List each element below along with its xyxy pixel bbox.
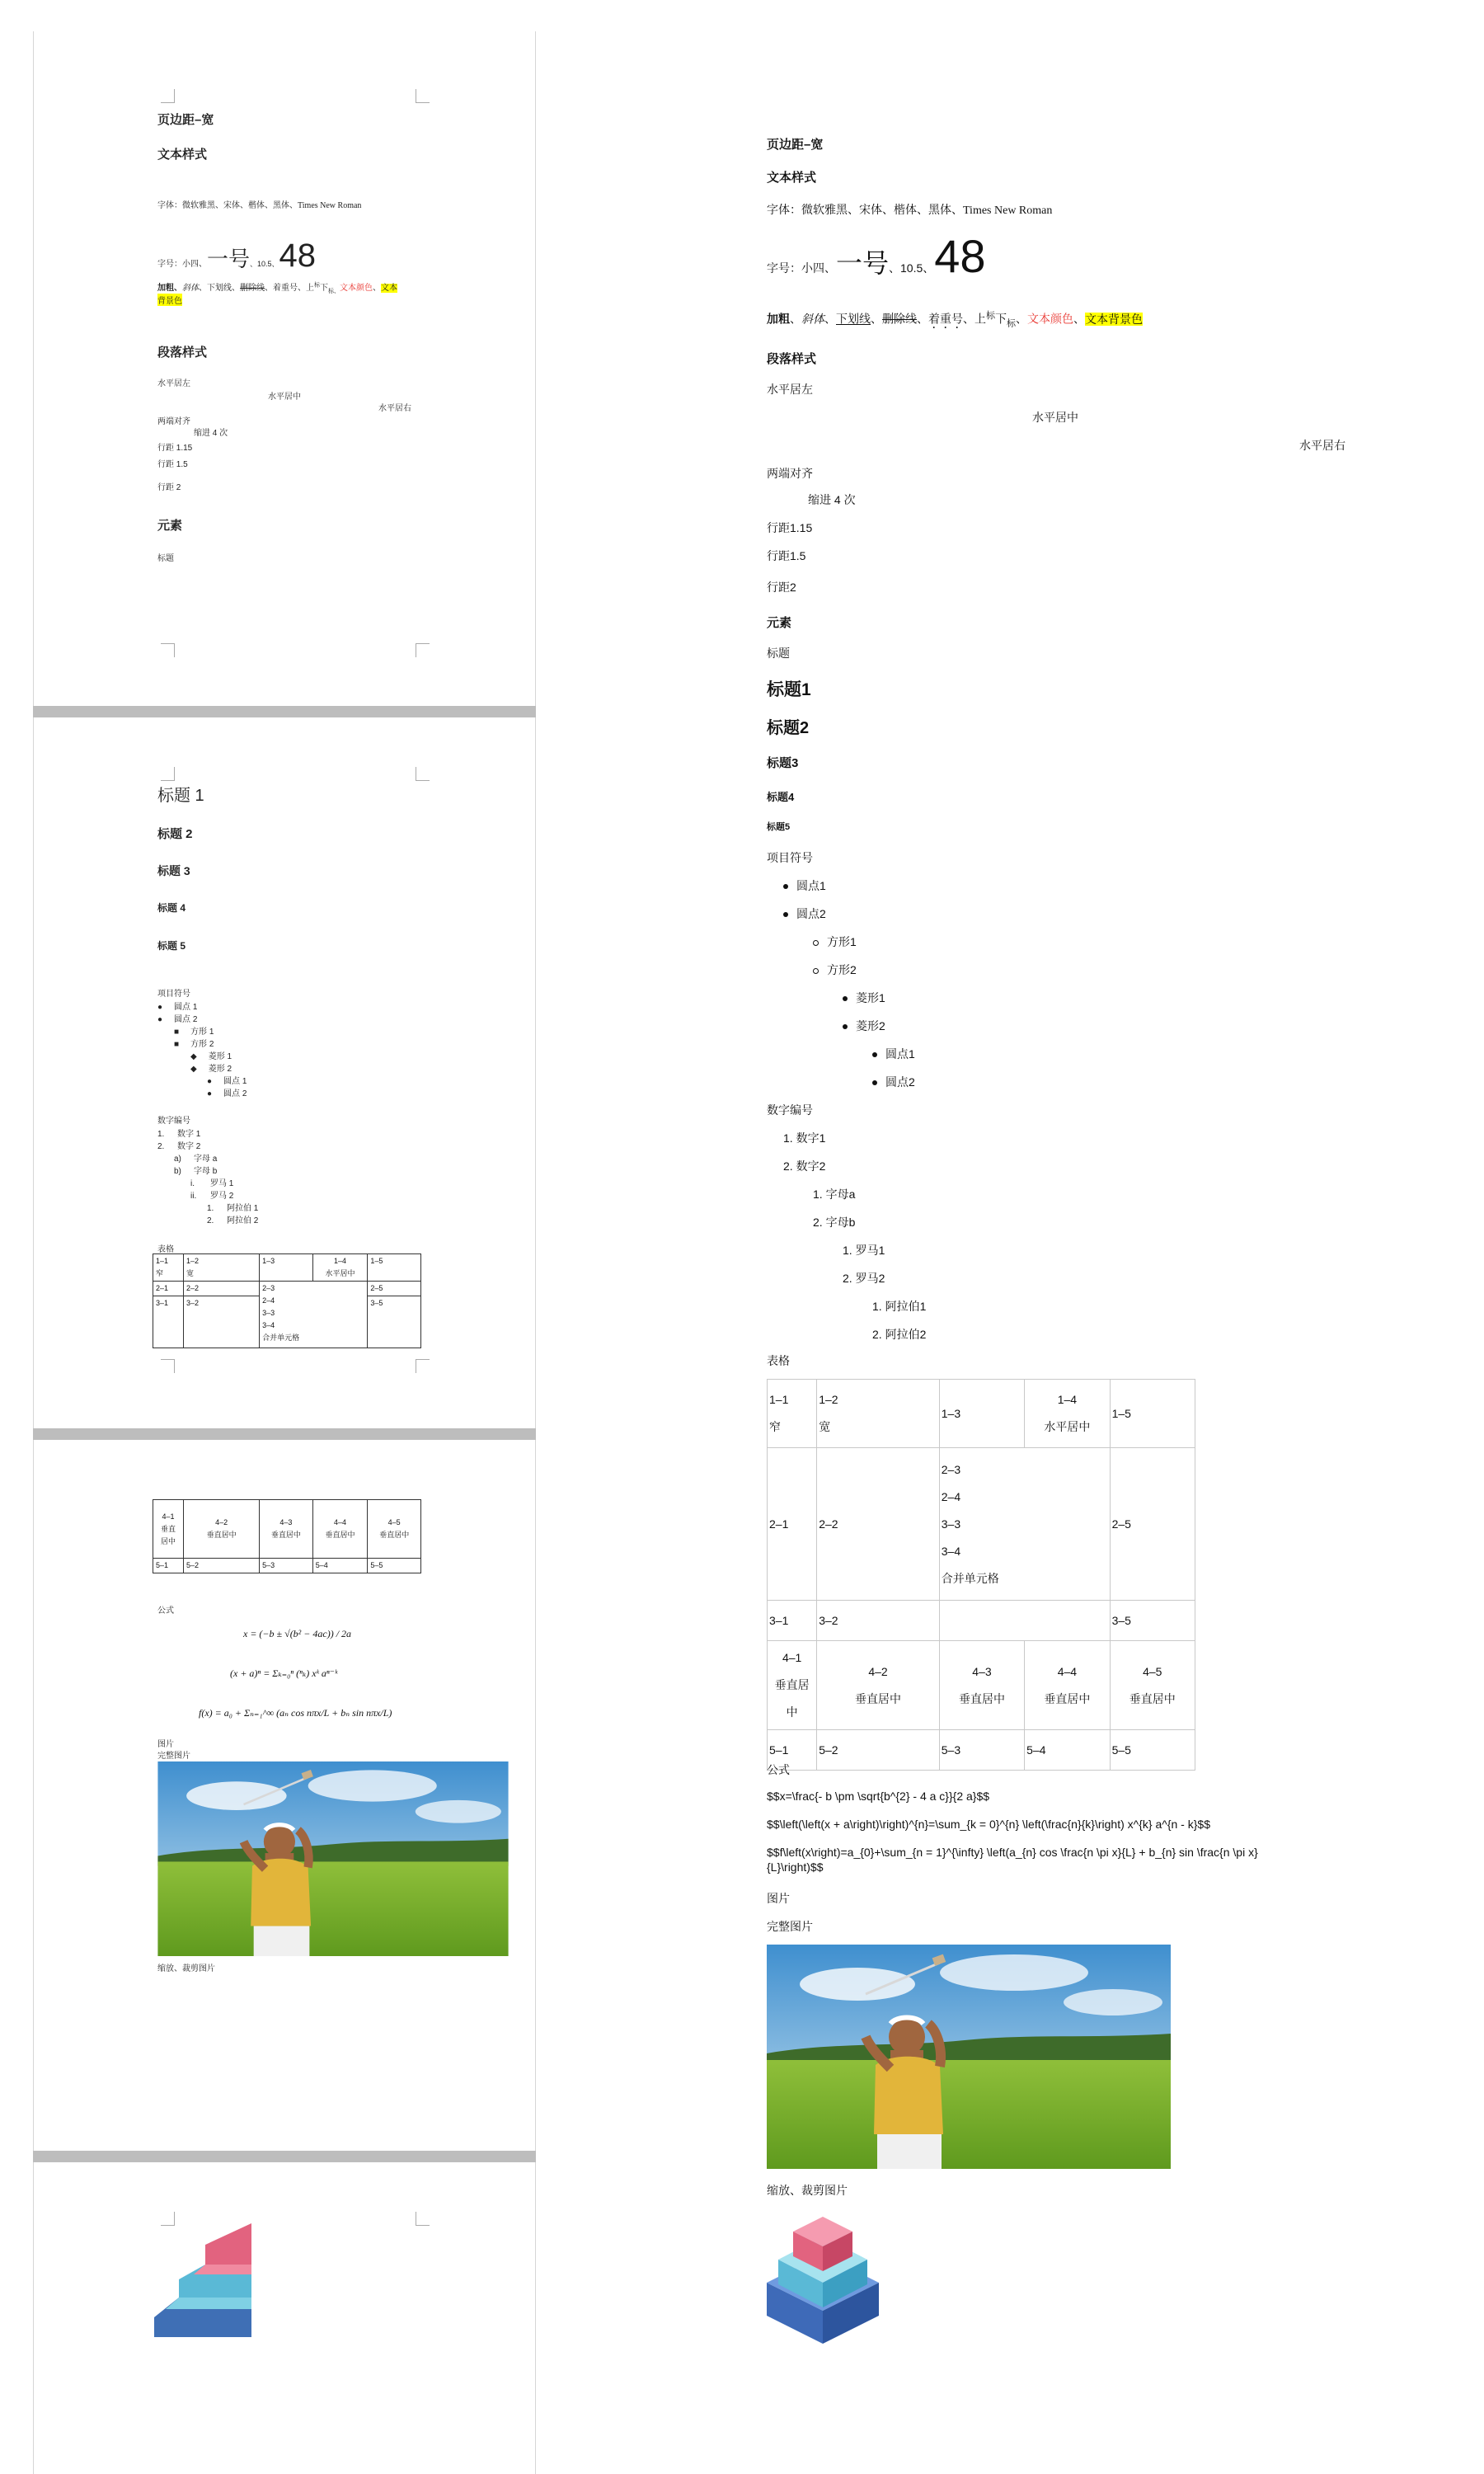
table-cell[interactable]: 3–2 <box>184 1296 260 1348</box>
bullet-text: 方形2 <box>827 963 857 976</box>
table-cell[interactable]: 1–1 窄 <box>153 1254 184 1282</box>
table-cell[interactable]: 3–5 <box>368 1296 421 1348</box>
table-cell[interactable]: 5–3 <box>260 1559 313 1573</box>
style-strike: 删除线 <box>882 312 917 326</box>
bullet-circle-icon <box>813 940 819 946</box>
table-cell[interactable]: 5–2 <box>184 1559 260 1573</box>
table-cell[interactable]: 1–5 <box>368 1254 421 1282</box>
table-row <box>768 1601 1195 1641</box>
style-sep: 、 <box>373 284 381 293</box>
bullet-text: 菱形 2 <box>208 1065 232 1074</box>
table-cell[interactable]: 4–2 垂直居中 <box>184 1500 260 1559</box>
num-marker: 2. <box>207 1216 214 1225</box>
num-text: 阿拉伯 1 <box>227 1204 259 1213</box>
merged-cell[interactable]: 2–3 2–4 3–3 3–4 合并单元格 <box>260 1282 368 1348</box>
table-cell[interactable]: 3–1 <box>153 1296 184 1348</box>
num-marker: i. <box>190 1179 195 1188</box>
font-name: 微软雅黑 <box>801 203 848 216</box>
bullet-item[interactable] <box>174 1037 214 1049</box>
table-row <box>768 1448 1195 1601</box>
style-bold: 加粗、 <box>157 284 182 293</box>
margin-mark <box>416 1359 430 1373</box>
preview-align-left[interactable]: 水平居左 <box>767 383 813 396</box>
numbered-item[interactable] <box>207 1213 258 1225</box>
preview-numbered[interactable]: 1. 罗马1 <box>843 1244 885 1257</box>
bullet-dot-icon <box>843 996 848 1001</box>
preview-formula-3[interactable]: $$f\left(x\right)=a_{0}+\sum_{n = 1}^{\infty} \left(a_{n} cos \frac{n \pi x}{L} + b_{n} sin \frac{n \pi x} <box>767 1846 1258 1859</box>
table-cell[interactable]: 2–2 <box>817 1448 940 1601</box>
preview-align-center[interactable]: 水平居中 <box>1032 411 1078 424</box>
table-cell[interactable]: 5–5 <box>368 1559 421 1573</box>
preview-h1[interactable]: 标题1 <box>767 680 811 699</box>
preview-line-115[interactable]: 行距1.15 <box>767 521 813 534</box>
num-marker: 1. <box>157 1130 165 1139</box>
document-page-4 <box>33 2162 536 2474</box>
justify[interactable]: 两端对齐 <box>157 417 190 426</box>
margin-mark <box>161 767 175 781</box>
bullet-dot-icon: ● <box>157 1003 163 1012</box>
preview-bullet[interactable] <box>783 905 826 922</box>
left-table-bottom[interactable] <box>153 1499 421 1573</box>
text-style-heading[interactable]: 文本样式 <box>157 148 208 162</box>
style-sup-base: 上 <box>974 312 986 326</box>
heading-5[interactable]: 标题 5 <box>157 940 186 952</box>
size-small: 小四 <box>801 261 824 275</box>
heading-1[interactable]: 标题 1 <box>157 787 204 805</box>
formula-2[interactable]: (x + a)ⁿ = Σₖ₌₀ⁿ (ⁿₖ) xᵏ aⁿ⁻ᵏ <box>230 1667 338 1679</box>
style-line[interactable] <box>157 280 397 295</box>
size-48: 48 <box>279 238 317 274</box>
style-sub: 标 <box>1007 318 1016 329</box>
elements-heading[interactable]: 元素 <box>157 519 183 533</box>
table-cell[interactable]: 4–2 垂直居中 <box>817 1641 940 1730</box>
heading-3[interactable]: 标题 3 <box>157 864 190 877</box>
numbered-item[interactable] <box>174 1151 217 1164</box>
bullet-text: 圆点 2 <box>223 1089 247 1098</box>
bullet-text: 菱形2 <box>856 1019 885 1032</box>
font-name: Times New Roman <box>963 205 1053 217</box>
margin-mark <box>161 643 175 657</box>
left-table-top[interactable] <box>153 1253 421 1348</box>
font-name: 宋体 <box>859 203 882 216</box>
preview-h5[interactable]: 标题5 <box>767 822 791 832</box>
style-bg-1: 文本 <box>381 284 397 293</box>
table-cell[interactable]: 4–4 垂直居中 <box>312 1500 368 1559</box>
style-sup: 标 <box>986 311 995 321</box>
size-105: 10.5 <box>900 261 923 275</box>
preview-font-line[interactable]: 字体：微软雅黑、宋体、楷体、黑体、Times New Roman <box>767 203 1053 217</box>
table-cell[interactable]: 1–3 <box>260 1254 313 1282</box>
bullet-dot-icon: ● <box>157 1015 163 1024</box>
preview-formula-2[interactable]: $$\left(\left(x + a\right)\right)^{n}=\sum_{k = 0}^{n} \left(\frac{n}{k}\right) x^{k} a^{n - k}$$ <box>767 1818 1210 1831</box>
bullet-item[interactable] <box>174 1024 214 1037</box>
preview-heading-label[interactable]: 标题 <box>767 647 790 660</box>
preview-h4[interactable]: 标题4 <box>767 791 795 803</box>
style-sup: 标 <box>314 282 320 289</box>
crop-image-label[interactable]: 缩放、裁剪图片 <box>157 1964 215 1973</box>
line-15[interactable]: 行距 1.5 <box>157 460 188 469</box>
margin-mark <box>161 1359 175 1373</box>
numbered-item[interactable] <box>174 1164 217 1176</box>
preview-image-title[interactable]: 图片 <box>767 1892 790 1905</box>
table-cell[interactable]: 4–5 垂直居中 <box>368 1500 421 1559</box>
num-marker: b) <box>174 1167 181 1176</box>
table-cell[interactable]: 2–5 <box>1110 1448 1195 1601</box>
preview-numbering-title[interactable]: 数字编号 <box>767 1103 813 1117</box>
margin-mark <box>416 643 430 657</box>
table-cell[interactable]: 4–5 垂直居中 <box>1110 1641 1195 1730</box>
preview-bullet[interactable] <box>872 1046 915 1062</box>
preview-bullet[interactable] <box>813 934 857 950</box>
numbered-item[interactable] <box>190 1188 233 1201</box>
font-label: 字体： <box>767 203 801 216</box>
num-text: 数字 1 <box>177 1130 201 1139</box>
table-cell[interactable]: 2–1 <box>768 1448 817 1601</box>
style-italic: 斜体 <box>182 284 199 293</box>
table-cell[interactable]: 5–4 <box>1025 1730 1110 1771</box>
table-row <box>768 1641 1195 1730</box>
bullet-text: 菱形1 <box>856 991 885 1004</box>
table-row <box>768 1380 1195 1448</box>
bullet-item[interactable] <box>157 1012 197 1024</box>
num-text: 罗马 1 <box>210 1179 234 1188</box>
style-color: 文本颜色 <box>1027 312 1073 326</box>
style-italic: 斜体 <box>801 312 824 326</box>
preview-bullet[interactable] <box>872 1074 915 1090</box>
table-cell[interactable]: 3–2 <box>817 1601 940 1641</box>
preview-bullet[interactable] <box>843 990 885 1006</box>
table-cell[interactable]: 5–5 <box>1110 1730 1195 1771</box>
bullet-text: 圆点 2 <box>174 1015 198 1024</box>
preview-line-2[interactable]: 行距2 <box>767 581 796 594</box>
preview-crop-image-label[interactable]: 缩放、裁剪图片 <box>767 2184 848 2197</box>
table-cell[interactable]: 4–1 垂直居中 <box>768 1641 817 1730</box>
size-yihao: 一号 <box>207 247 251 271</box>
bullet-diamond-icon: ◆ <box>190 1052 197 1061</box>
stacked-blocks-icon[interactable] <box>154 2223 253 2339</box>
preview-numbered[interactable]: 2. 字母b <box>813 1216 856 1229</box>
style-sub-base: 下 <box>320 284 328 293</box>
bullet-square-icon: ■ <box>174 1040 180 1049</box>
size-105: 、10.5、 <box>250 260 279 268</box>
document-page-2 <box>33 717 536 1428</box>
table-cell[interactable]: 1–4 水平居中 <box>312 1254 368 1282</box>
table-cell[interactable]: 1–5 <box>1110 1380 1195 1448</box>
document-page-1 <box>33 31 536 706</box>
merged-cell[interactable]: 2–3 2–4 3–3 3–4 合并单元格 <box>939 1448 1110 1601</box>
table-cell[interactable]: 1–3 <box>939 1380 1024 1448</box>
table-row <box>153 1559 421 1573</box>
font-name: 黑体 <box>928 203 951 216</box>
bullet-item[interactable] <box>157 999 197 1012</box>
preview-para-style[interactable]: 段落样式 <box>767 352 817 366</box>
preview-text-style[interactable]: 文本样式 <box>767 171 817 185</box>
table-cell[interactable]: 2–5 <box>368 1282 421 1296</box>
full-image-label[interactable]: 完整图片 <box>157 1752 190 1761</box>
table-cell[interactable]: 3–5 <box>1110 1601 1195 1641</box>
numbered-item[interactable] <box>190 1176 233 1188</box>
page-gap <box>33 706 536 717</box>
preview-style-line[interactable]: 加粗、斜体、下划线、删除线、着重号、上$^标$下$_标$、文本颜色、文本背景色 <box>767 311 1143 329</box>
font-line[interactable]: 字体：微软雅黑、宋体、楷体、黑体、Times New Roman <box>157 201 362 210</box>
preview-indent[interactable]: 缩进 4 次 <box>808 493 856 506</box>
align-left[interactable]: 水平居左 <box>157 379 190 388</box>
align-right[interactable]: 水平居右 <box>378 404 411 413</box>
table-cell[interactable]: 2–2 <box>184 1282 260 1296</box>
style-sub: 标、 <box>328 289 340 294</box>
bullet-item[interactable] <box>190 1061 232 1074</box>
bullet-square-icon: ■ <box>174 1028 180 1037</box>
preview-line-15[interactable]: 行距1.5 <box>767 549 806 562</box>
table-row <box>153 1254 421 1282</box>
num-text: 字母 a <box>194 1155 218 1164</box>
golf-photo[interactable] <box>157 1761 509 1956</box>
margin-mark <box>416 89 430 103</box>
preview-elements[interactable]: 元素 <box>767 616 792 630</box>
num-marker: a) <box>174 1155 181 1164</box>
preview-bullet[interactable] <box>843 1018 885 1034</box>
margin-mark <box>161 89 175 103</box>
preview-bullet[interactable] <box>813 962 857 978</box>
num-text: 阿拉伯 2 <box>227 1216 259 1225</box>
page-gap <box>33 1428 536 1440</box>
numbering-title[interactable]: 数字编号 <box>157 1117 190 1126</box>
style-sub-base: 下 <box>995 312 1007 326</box>
table-title[interactable]: 表格 <box>157 1245 174 1254</box>
bullet-text: 圆点2 <box>796 907 826 920</box>
indent[interactable]: 缩进 4 次 <box>194 429 228 438</box>
margin-mark <box>416 2212 430 2226</box>
num-text: 罗马 2 <box>210 1192 234 1201</box>
style-emphasis: 、着重号、上 <box>265 284 314 293</box>
style-underline: 、下划线、 <box>199 284 240 293</box>
margin-mark <box>416 767 430 781</box>
bullet-dot-icon: ● <box>207 1077 213 1086</box>
bullet-dot-icon: ● <box>207 1089 213 1098</box>
bullet-circle-icon <box>813 968 819 974</box>
image-title[interactable]: 图片 <box>157 1740 174 1749</box>
style-color: 文本颜色 <box>340 284 373 293</box>
line-115[interactable]: 行距 1.15 <box>157 444 193 453</box>
preview-align-right[interactable]: 水平居右 <box>1299 439 1345 452</box>
table-cell[interactable]: 5–1 <box>768 1730 817 1771</box>
table-row <box>153 1282 421 1296</box>
table-cell[interactable]: 1–2 宽 <box>817 1380 940 1448</box>
preview-golf-photo[interactable] <box>767 1945 1171 2169</box>
preview-full-image-label[interactable]: 完整图片 <box>767 1920 813 1933</box>
style-emphasis: 着重号 <box>928 312 963 326</box>
table-cell[interactable]: 4–3 垂直居中 <box>260 1500 313 1559</box>
table-cell[interactable]: 4–1 垂直 居中 <box>153 1500 184 1559</box>
table-cell[interactable]: 1–4 水平居中 <box>1025 1380 1110 1448</box>
bullet-dot-icon <box>872 1080 877 1085</box>
stacked-cubes-icon[interactable] <box>767 2207 879 2344</box>
line-2[interactable]: 行距 2 <box>157 483 181 492</box>
table-cell-empty[interactable] <box>939 1601 1110 1641</box>
bullet-text: 圆点 1 <box>174 1003 198 1012</box>
numbered-item[interactable] <box>157 1126 200 1139</box>
table-cell[interactable]: 5–4 <box>312 1559 368 1573</box>
document-page-3 <box>33 1440 536 2151</box>
table-cell[interactable]: 5–3 <box>939 1730 1024 1771</box>
size-48: 48 <box>934 230 986 282</box>
bullet-text: 圆点1 <box>885 1047 915 1061</box>
preview-h2[interactable]: 标题2 <box>767 719 810 737</box>
table-cell[interactable]: 4–3 垂直居中 <box>939 1641 1024 1730</box>
num-marker: 1. <box>207 1204 214 1213</box>
bullet-item[interactable] <box>207 1086 247 1098</box>
align-center[interactable]: 水平居中 <box>268 393 301 402</box>
bullet-text: 方形 1 <box>190 1028 214 1037</box>
style-bg-2[interactable]: 背景色 <box>157 294 182 306</box>
num-marker: 2. <box>157 1142 165 1151</box>
numbered-item[interactable] <box>157 1139 200 1151</box>
table-cell[interactable]: 1–1 窄 <box>768 1380 817 1448</box>
bullet-dot-icon <box>843 1024 848 1029</box>
size-small: 字号：小四、 <box>157 260 207 269</box>
preview-table[interactable] <box>767 1379 1195 1771</box>
formula-1[interactable]: x = (−b ± √(b² − 4ac)) / 2a <box>243 1628 352 1639</box>
preview-numbered[interactable]: 1. 阿拉伯1 <box>872 1300 927 1313</box>
size-line[interactable] <box>157 238 316 275</box>
preview-formula-1[interactable]: $$x=\frac{- b \pm \sqrt{b^{2} - 4 a c}}{2 a}$$ <box>767 1790 990 1803</box>
bullet-dot-icon <box>872 1052 877 1057</box>
table-cell[interactable]: 5–1 <box>153 1559 184 1573</box>
table-cell[interactable]: 2–1 <box>153 1282 184 1296</box>
bullet-text: 圆点1 <box>796 879 826 892</box>
formula-3[interactable]: f(x) = a₀ + Σₙ₌₁^∞ (aₙ cos nπx/L + bₙ sin nπx/L) <box>199 1707 392 1719</box>
table-cell[interactable]: 5–2 <box>817 1730 940 1771</box>
bullet-text: 圆点 1 <box>223 1077 247 1086</box>
formula-title[interactable]: 公式 <box>157 1606 174 1616</box>
preview-numbered[interactable]: 1. 数字1 <box>783 1131 826 1145</box>
bullet-diamond-icon: ◆ <box>190 1065 197 1074</box>
preview-numbered[interactable]: 2. 罗马2 <box>843 1272 885 1285</box>
bullet-item[interactable] <box>207 1074 247 1086</box>
table-cell[interactable]: 1–2 宽 <box>184 1254 260 1282</box>
table-cell[interactable]: 3–1 <box>768 1601 817 1641</box>
heading-2[interactable]: 标题 2 <box>157 827 193 841</box>
style-bg: 文本背景色 <box>1085 312 1143 326</box>
preview-title[interactable]: 页边距–宽 <box>767 138 824 152</box>
heading-label[interactable]: 标题 <box>157 554 174 563</box>
preview-table-title[interactable]: 表格 <box>767 1354 790 1367</box>
preview-formula-3-cont[interactable]: {L}\right)$$ <box>767 1860 824 1874</box>
bullet-text: 圆点2 <box>885 1075 915 1089</box>
bullet-dot-icon <box>783 884 788 889</box>
preview-formula-title[interactable]: 公式 <box>767 1763 790 1776</box>
style-bold: 加粗 <box>767 312 790 326</box>
style-strike: 删除线 <box>240 284 265 293</box>
numbered-item[interactable] <box>207 1201 258 1213</box>
doc-title[interactable]: 页边距–宽 <box>157 113 214 127</box>
num-text: 字母 b <box>194 1167 218 1176</box>
bullets-title[interactable]: 项目符号 <box>157 990 190 999</box>
preview-bullets-title[interactable]: 项目符号 <box>767 851 813 864</box>
heading-4[interactable]: 标题 4 <box>157 902 186 914</box>
page-gap <box>33 2151 536 2162</box>
preview-justify[interactable]: 两端对齐 <box>767 467 813 480</box>
preview-numbered[interactable]: 2. 阿拉伯2 <box>872 1328 927 1341</box>
num-text: 数字 2 <box>177 1142 201 1151</box>
table-row <box>768 1730 1195 1771</box>
bullet-item[interactable] <box>190 1049 232 1061</box>
table-row <box>153 1500 421 1559</box>
bullet-text: 方形1 <box>827 935 857 948</box>
size-label: 字号： <box>767 261 801 275</box>
font-name: 楷体 <box>894 203 917 216</box>
preview-bullet[interactable] <box>783 877 826 894</box>
bullet-text: 方形 2 <box>190 1040 214 1049</box>
preview-h3[interactable]: 标题3 <box>767 756 799 770</box>
preview-numbered[interactable]: 1. 字母a <box>813 1188 856 1201</box>
num-marker: ii. <box>190 1192 197 1201</box>
bullet-dot-icon <box>783 912 788 917</box>
size-yihao: 一号 <box>836 248 890 278</box>
para-style-heading[interactable]: 段落样式 <box>157 346 208 360</box>
preview-size-line[interactable]: 字号：小四、一号、10.5、48 <box>767 230 986 282</box>
style-underline: 下划线 <box>836 312 871 326</box>
preview-numbered[interactable]: 2. 数字2 <box>783 1159 826 1173</box>
table-cell[interactable]: 4–4 垂直居中 <box>1025 1641 1110 1730</box>
bullet-text: 菱形 1 <box>208 1052 232 1061</box>
